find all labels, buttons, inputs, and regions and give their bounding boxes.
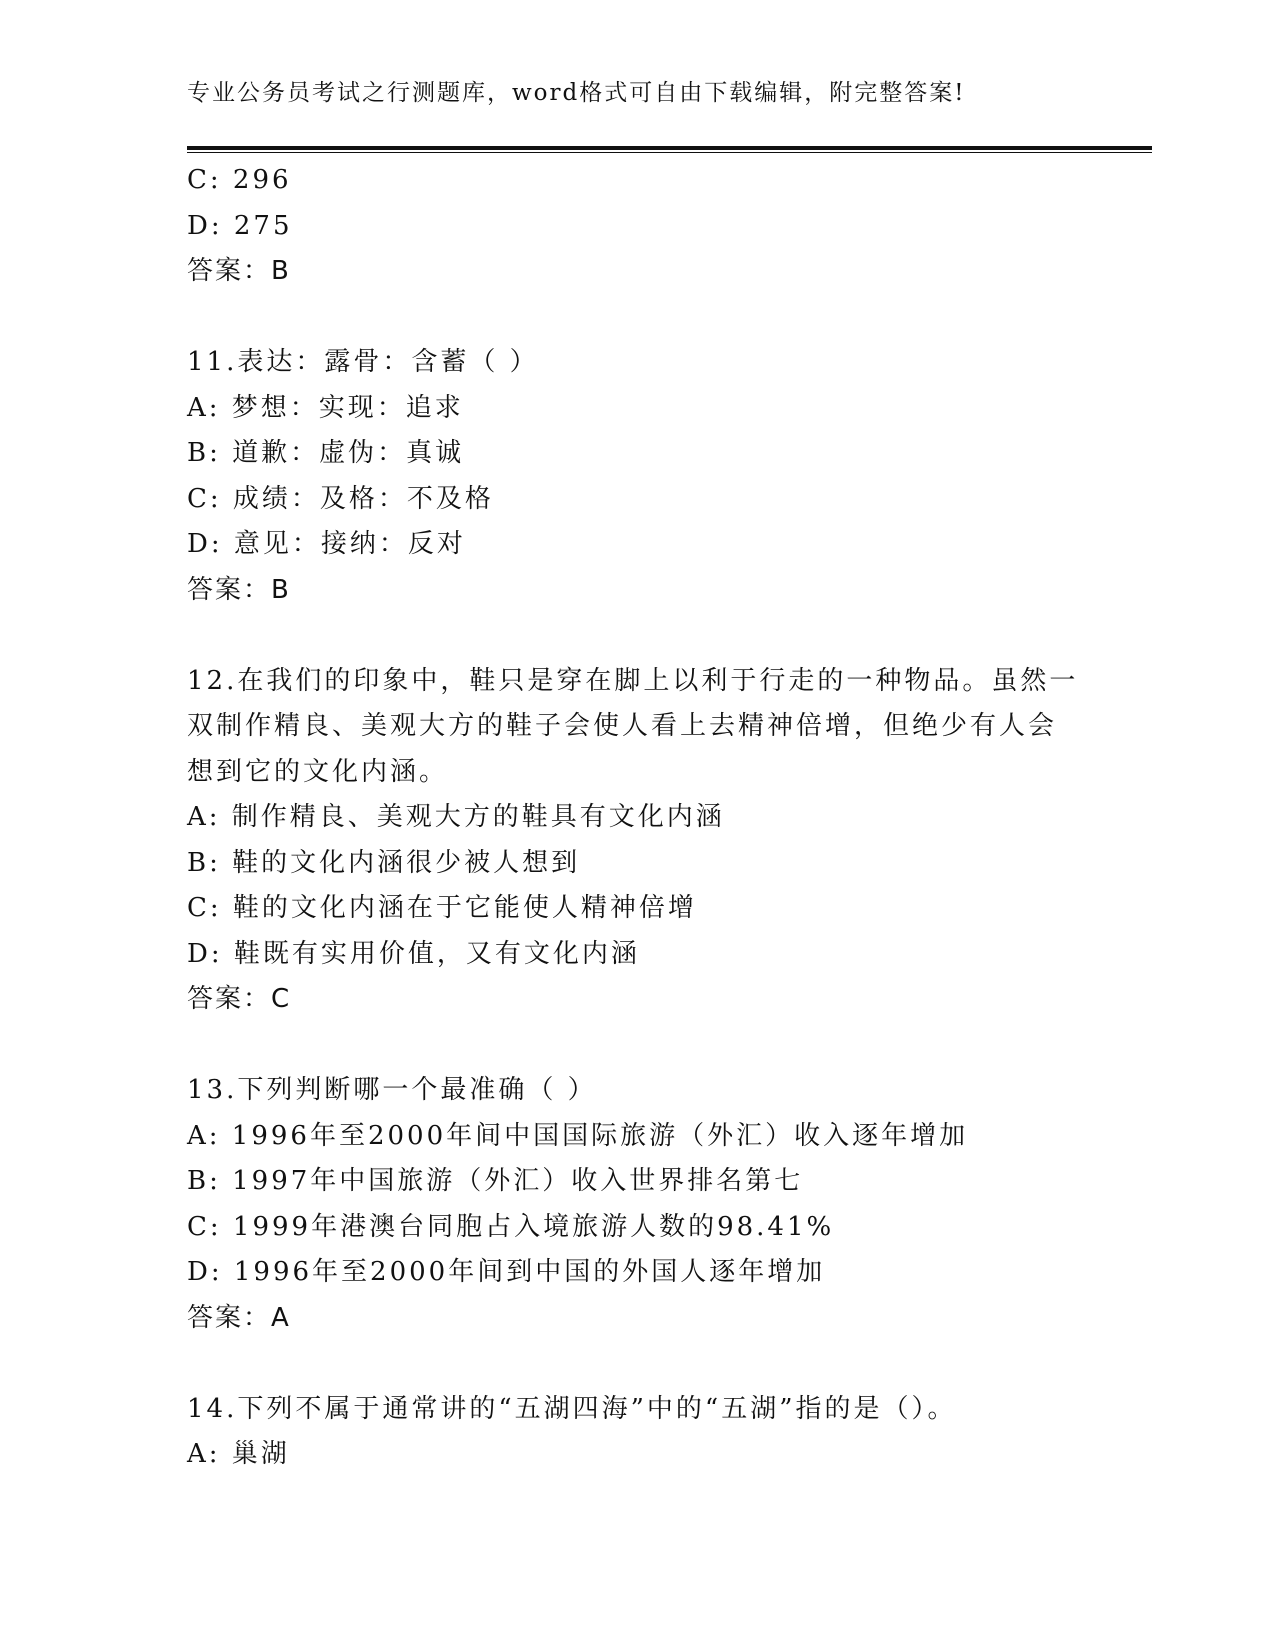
question-stem-line: 14.下列不属于通常讲的“五湖四海”中的“五湖”指的是（）。: [187, 1393, 957, 1424]
question-line: D: 1996年至2000年间到中国的外国人逐年增加: [187, 1257, 826, 1287]
question-line: A: 梦想：实现：追求: [187, 392, 464, 423]
block-spacer: [187, 295, 1087, 341]
question-block: [187, 659, 1087, 1023]
block-spacer: [187, 613, 1087, 659]
question-block: [187, 1068, 1087, 1341]
question-line: 想到它的文化内涵。: [187, 756, 449, 787]
question-line: A: 制作精良、美观大方的鞋具有文化内涵: [187, 802, 725, 832]
question-block: [187, 340, 1087, 613]
question-line: D: 意见：接纳：反对: [187, 529, 466, 559]
question-line: B: 鞋的文化内涵很少被人想到: [187, 847, 581, 878]
answer-line: 答案：B: [187, 256, 291, 286]
block-spacer: [187, 1341, 1087, 1387]
question-stem-line: 13.下列判断哪一个最准确（ ）: [187, 1075, 597, 1105]
question-line: C: 296: [187, 165, 292, 195]
question-block: [187, 1387, 1087, 1478]
question-line: C: 成绩：及格：不及格: [187, 483, 494, 514]
page-header: 专业公务员考试之行测题库，word格式可自由下载编辑，附完整答案!: [187, 80, 966, 106]
answer-line: 答案：C: [187, 984, 292, 1014]
question-stem-line: 11.表达：露骨：含蓄（ ）: [187, 347, 539, 377]
question-line: C: 1999年港澳台同胞占入境旅游人数的98.41%: [187, 1211, 835, 1242]
question-line: B: 1997年中国旅游（外汇）收入世界排名第七: [187, 1166, 804, 1196]
header-rule-thin: [187, 152, 1152, 153]
question-stem-line: 12.在我们的印象中，鞋只是穿在脚上以利于行走的一种物品。虽然一: [187, 665, 1079, 696]
answer-line: 答案：B: [187, 574, 291, 605]
question-line: D: 鞋既有实用价值，又有文化内涵: [187, 938, 640, 969]
question-line: A: 1996年至2000年间中国国际旅游（外汇）收入逐年增加: [187, 1120, 969, 1151]
question-line: A: 巢湖: [187, 1439, 290, 1469]
question-line: C: 鞋的文化内涵在于它能使人精神倍增: [187, 893, 697, 923]
question-list: [187, 158, 1087, 1478]
question-line: D: 275: [187, 210, 293, 241]
question-line: B: 道歉：虚伪：真诚: [187, 438, 465, 468]
question-block: [187, 158, 1087, 295]
question-line: 双制作精良、美观大方的鞋子会使人看上去精神倍增，但绝少有人会: [187, 711, 1058, 741]
answer-line: 答案：A: [187, 1302, 291, 1333]
header-rule-thick: [187, 146, 1152, 150]
block-spacer: [187, 1023, 1087, 1069]
